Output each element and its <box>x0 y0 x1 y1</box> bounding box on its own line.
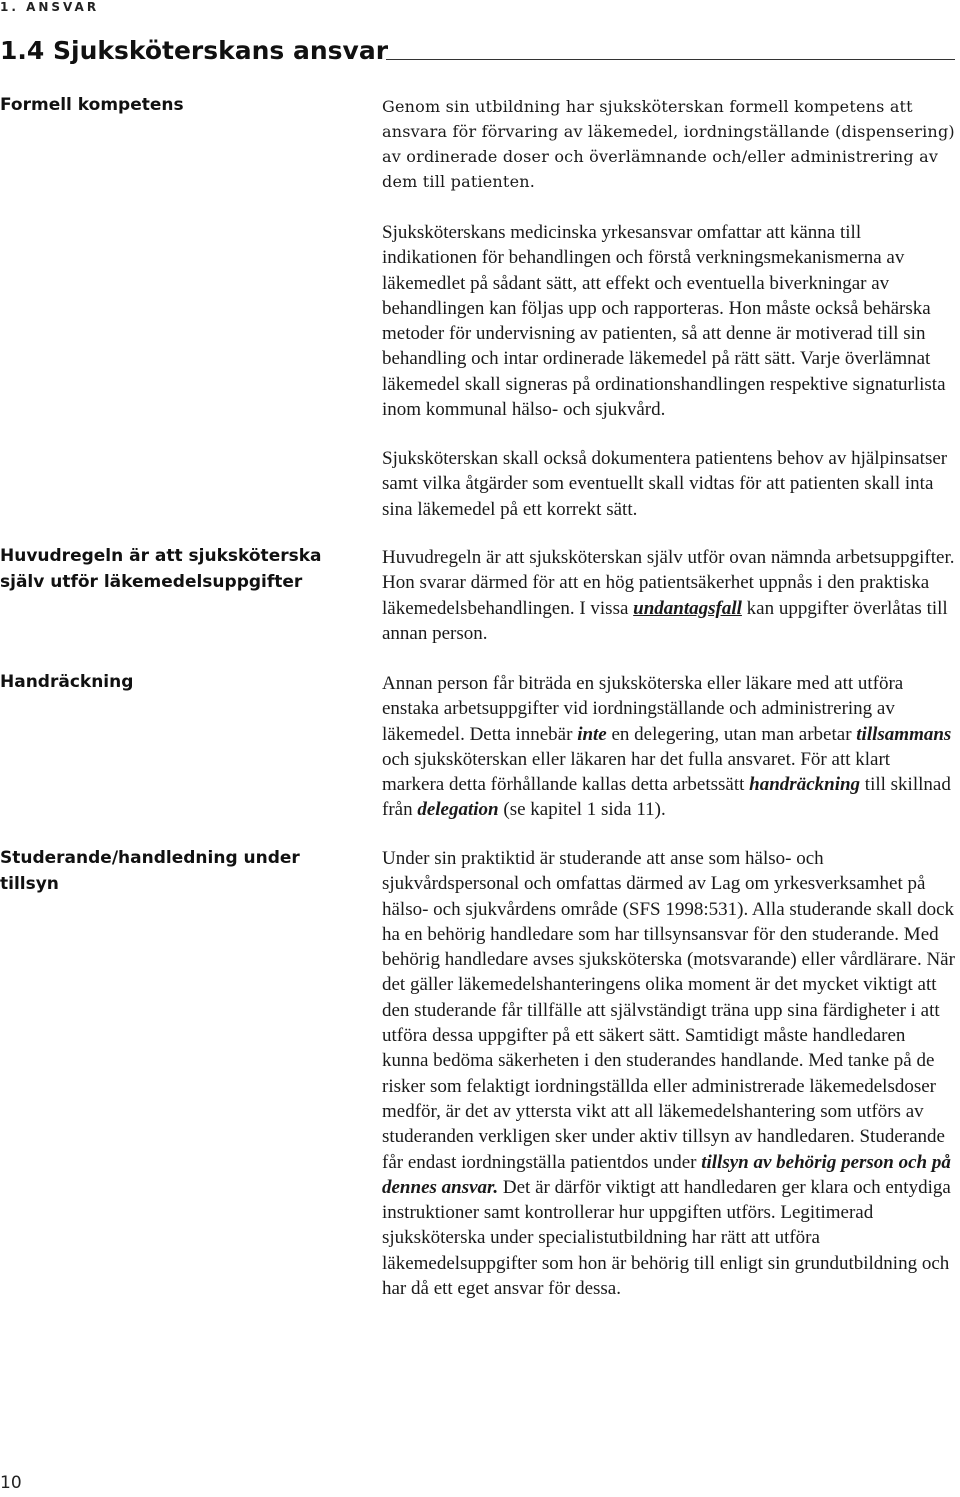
paragraph-medicinskt-ansvar: Sjuksköterskans medicinska yrkesansvar omfattar att känna till indikationen för behandlingen och förstå verkningsmekanismerna av läkemedlet på sådant sätt, att effekt och eventuella biverkningar av behandlingen kan följas upp och rapporteras. Hon måste också behärska metoder för undervisning av patienten, så att denne är motiverad till sin behandling och intar ordinerade läkemedel på rätt sätt. Varje överlämnat läkemedel skall signeras på ordinationshandlingen respektive signaturlista inom kommunal hälso- och sjukvård. <box>382 222 946 421</box>
text-run: och sjuksköterskan eller läkaren har det fulla ansvaret. För att klart markera detta förhållande kallas detta arbetssätt <box>382 748 891 796</box>
text-run: (se kapitel 1 sida 11). <box>498 799 666 821</box>
text-run: en delegering, utan man arbetar <box>606 723 857 745</box>
text-run: Huvudregeln är att sjuksköterskan själv utför ovan nämnda arbetsuppgifter. Hon svarar därmed för att en hög patientsäkerhet uppnås i den praktiska läkemedelsbehandlingen. I vissa <box>382 547 955 619</box>
paragraph-studerande <box>382 846 956 1301</box>
emphasis-tillsyn: tillsyn av behörig person och på dennes ansvar. <box>382 1151 951 1198</box>
text-run: Annan person får biträda en sjuksköterska eller läkare med att utföra enstaka arbetsuppgifter vid iordningställande och administrering av läkemedel. Detta innebär <box>382 673 904 745</box>
text-run: till skillnad från <box>382 774 951 821</box>
page-number: 10 <box>0 1473 22 1493</box>
text-run: Under sin praktiktid är studerande att anse som hälso- och sjukvårdspersonal och omfattas därmed av Lag om yrkesverksamhet på hälso- och sjukvårdens område (SFS 1998:531). Alla studerande skall dock ha en behörig handledare som har tillsynsansvar för den studerande. Med behörig handledare avses sjuksköterska (motsvarande) eller vårdlärare. När det gäller läkemedelshanteringens olika moment är det mycket viktigt att den studerande får tillfälle att självständigt träna upp sina färdigheter i att utföra dessa uppgifter på ett säkert sätt. Samtidigt måste handledaren kunna bedöma säkerheten i den studerandes handlande. Med tanke på de risker som felaktigt iordningställda eller administrerade läkemedelsdoser medför, är det av yttersta vikt att all läkemedelshantering som utförs av studeranden verkligen sker under aktiv tillsyn av handledaren. Studerande får endast iordningställa patientdos under <box>382 848 955 1173</box>
paragraph-huvudregeln <box>382 545 956 646</box>
chapter-header: 1. ANSVAR <box>0 0 100 14</box>
text-run: Det är därför viktigt att handledaren ger klara och entydiga instruktioner samt kontrollerar hur uppgiften utförs. Legitimerad sjuksköterska under specialistutbildning har rätt att utföra läkemedelsuppgifter som hon är behörig till enligt sin grundutbildning och har då ett eget ansvar för dessa. <box>382 1176 951 1300</box>
emphasis-delegation: delegation <box>417 799 499 821</box>
sidebar-heading-huvudregeln: Huvudregeln är att sjuksköterska själv utför läkemedelsuppgifter <box>0 546 322 592</box>
paragraph-handrackning <box>382 671 956 823</box>
paragraph-formell-kompetens: Genom sin utbildning har sjuksköterskan formell kompetens att ansvara för förvaring av läkemedel, iordningställande (dispensering) av ordinerade doser och överlämnande och/eller administrering av dem till patienten. <box>382 97 955 191</box>
sidebar-heading-studerande: Studerande/handledning under tillsyn <box>0 848 300 894</box>
sidebar-heading-handrackning: Handräckning <box>0 672 134 692</box>
paragraph-dokumentation: Sjuksköterskan skall också dokumentera patientens behov av hjälpinsatser samt vilka åtgärder som eventuellt skall vidtas för att patienten skall inta sina läkemedel på ett korrekt sätt. <box>382 448 948 520</box>
sidebar-heading-formell: Formell kompetens <box>0 95 184 115</box>
text-run: kan uppgifter överlåtas till annan person. <box>382 597 948 644</box>
emphasis-inte: inte <box>577 723 607 745</box>
section-title: 1.4 Sjuksköterskans ansvar <box>0 36 389 65</box>
emphasis-undantagsfall: undantagsfall <box>633 597 742 619</box>
emphasis-tillsammans: tillsammans <box>856 723 952 745</box>
title-rule <box>386 59 955 60</box>
emphasis-handrackning: handräckning <box>749 774 861 796</box>
